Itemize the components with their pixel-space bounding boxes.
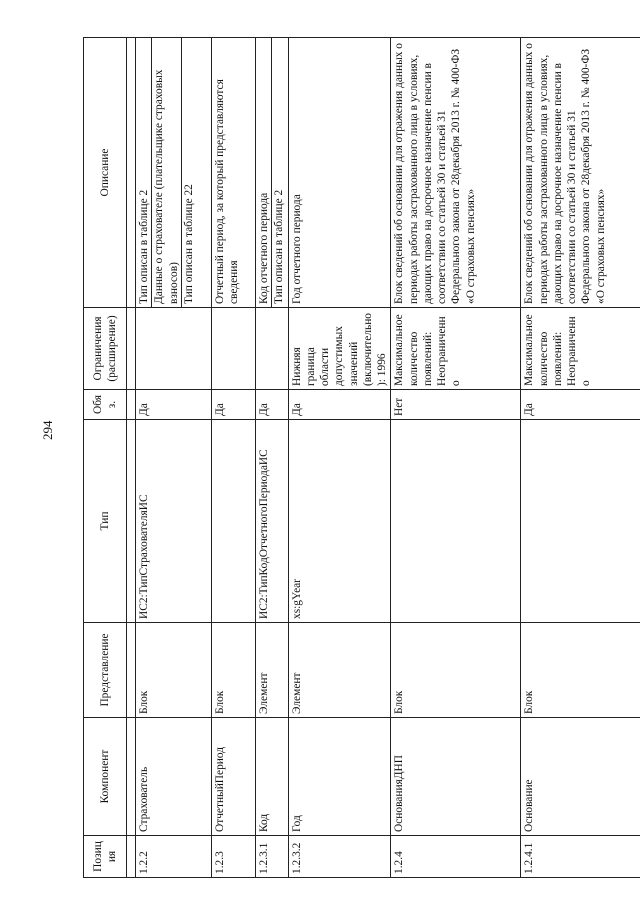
cell-representation: Элемент <box>288 623 391 718</box>
cell-required: Да <box>521 390 640 420</box>
description-line: Тип описан в таблице 22 <box>181 38 196 307</box>
cell-restrictions <box>136 308 212 390</box>
cell-position: 1.2.4 <box>391 836 521 878</box>
description-line: Год отчетного периода <box>290 194 303 304</box>
description-line: Тип описан в таблице 2 <box>138 189 150 304</box>
header-type: Тип <box>84 420 127 623</box>
cell-component: Год <box>288 718 391 836</box>
cell-description <box>391 38 521 308</box>
cell-position: 1.2.2 <box>136 836 212 878</box>
table-row <box>212 38 256 878</box>
cell-description <box>136 38 212 308</box>
cell-position: 1.2.4.1 <box>521 836 640 878</box>
table-row <box>136 38 212 878</box>
cell-representation: Блок <box>521 623 640 718</box>
cell-representation: Блок <box>136 623 212 718</box>
cell-required: Да <box>256 390 289 420</box>
spacer-row <box>127 38 136 878</box>
page-number: 294 <box>40 420 55 440</box>
cell-required: Да <box>136 390 212 420</box>
cell-component: Страхователь <box>136 718 212 836</box>
cell-description <box>212 38 256 308</box>
header-position: Позиция <box>84 836 127 878</box>
header-component: Компонент <box>84 718 127 836</box>
cell-restrictions: Максимальное количество появлений: Неограниченно <box>521 308 640 390</box>
cell-component: Основание <box>521 718 640 836</box>
cell-type: ИС2:ТипКодОтчетногоПериодаИС <box>256 420 289 623</box>
cell-restrictions <box>256 308 289 390</box>
cell-component: ОтчетныйПериод <box>212 718 256 836</box>
table-row <box>256 38 289 878</box>
cell-description <box>288 38 391 308</box>
description-line: Отчетный период, за который представляются сведения <box>214 79 241 304</box>
cell-component: Код <box>256 718 289 836</box>
cell-required: Нет <box>391 390 521 420</box>
cell-representation: Элемент <box>256 623 289 718</box>
cell-type <box>391 420 521 623</box>
table-row <box>288 38 391 878</box>
cell-type <box>212 420 256 623</box>
cell-required: Да <box>288 390 391 420</box>
description-line: Код отчетного периода <box>258 192 270 304</box>
cell-component: ОснованияДНП <box>391 718 521 836</box>
table-row <box>391 38 521 878</box>
cell-restrictions: Максимальное количество появлений: Неограниченно <box>391 308 521 390</box>
description-line: Тип описан в таблице 2 <box>271 38 286 307</box>
header-representation: Представление <box>84 623 127 718</box>
cell-representation: Блок <box>391 623 521 718</box>
description-line: Данные о страхователе (плательщике страховых взносов) <box>151 38 181 307</box>
cell-type: xs:gYear <box>288 420 391 623</box>
cell-position: 1.2.3.2 <box>288 836 391 878</box>
cell-representation: Блок <box>212 623 256 718</box>
cell-position: 1.2.3 <box>212 836 256 878</box>
cell-description <box>256 38 289 308</box>
schema-table <box>83 37 640 878</box>
header-row <box>84 38 127 878</box>
cell-type <box>521 420 640 623</box>
header-description: Описание <box>84 38 127 308</box>
cell-type: ИС2:ТипСтрахователяИС <box>136 420 212 623</box>
cell-required: Да <box>212 390 256 420</box>
rotated-table-container <box>83 38 608 878</box>
table-row <box>521 38 640 878</box>
cell-description <box>521 38 640 308</box>
cell-restrictions <box>212 308 256 390</box>
description-line: Блок сведений об основании для отражения данных о периодах работы застрахованного лица в условиях, дающих право на досрочное назначение пенсии в соответствии со статьей 30 и статьей 31 Федерального закона от 28декабря 2013 г. № 400-ФЗ «О страховых пенсиях» <box>393 43 477 304</box>
cell-restrictions: Нижняя граница области допустимых значений (включительно): 1996 <box>288 308 391 390</box>
cell-position: 1.2.3.1 <box>256 836 289 878</box>
header-required: Обяз. <box>84 390 127 420</box>
description-line: Блок сведений об основании для отражения данных о периодах работы застрахованного лица в условиях, дающих право на досрочное назначение пенсии в соответствии со статьей 30 и статьей 31 Федерального закона от 28декабря 2013 г. № 400-ФЗ «О страховых пенсиях» <box>523 43 607 304</box>
header-restrictions: Ограничения (расширение) <box>84 308 127 390</box>
